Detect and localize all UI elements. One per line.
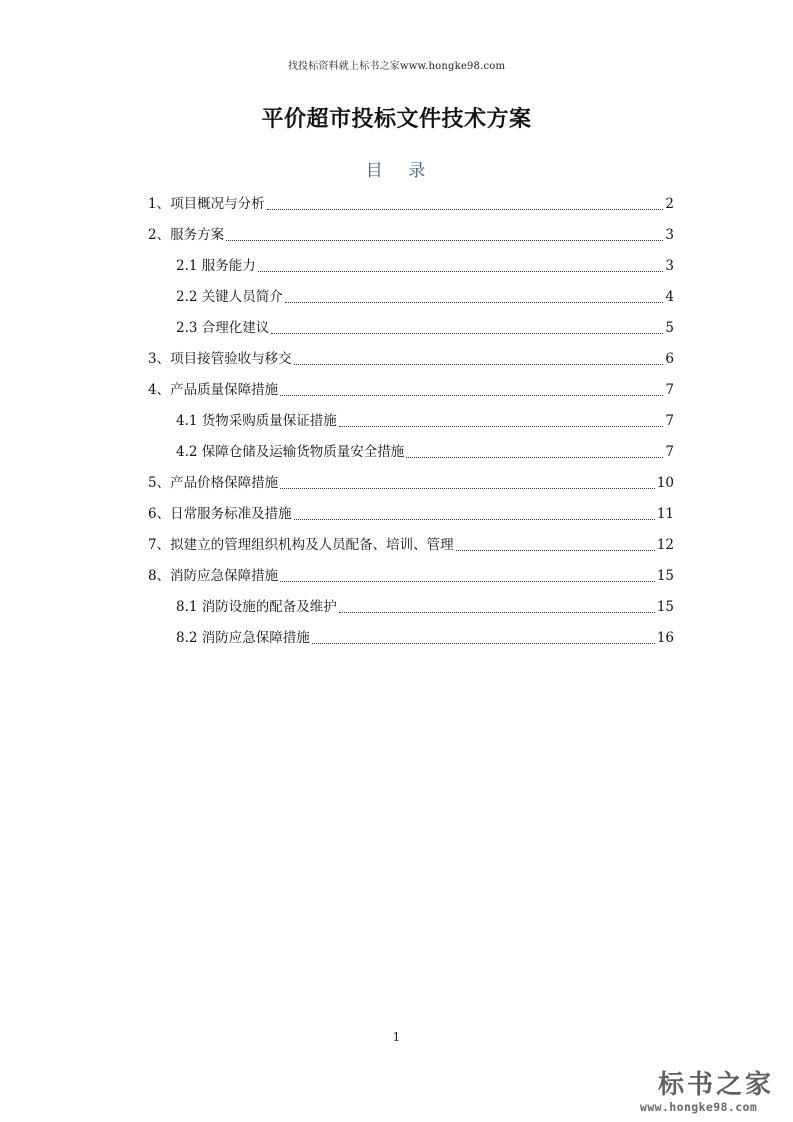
toc-entry-4[interactable] xyxy=(148,378,674,409)
toc-dot-leader xyxy=(280,394,663,396)
toc-entry-label: 4.1 货物采购质量保证措施 xyxy=(176,413,337,429)
toc-entry-label: 7、拟建立的管理组织机构及人员配备、培训、管理 xyxy=(148,537,454,553)
toc-entry-label: 2.1 服务能力 xyxy=(176,258,256,274)
brand-name: 标书之家 xyxy=(658,1070,775,1100)
toc-entry-page: 11 xyxy=(656,506,674,522)
toc-entry-8-2[interactable] xyxy=(148,626,674,657)
toc-dot-leader xyxy=(339,425,664,427)
toc-entry-page: 10 xyxy=(656,475,674,491)
toc-entry-4-1[interactable] xyxy=(148,409,674,440)
toc-entry-page: 15 xyxy=(656,599,674,615)
toc-dot-leader xyxy=(258,270,664,272)
toc-entry-page: 16 xyxy=(656,630,674,646)
toc-dot-leader xyxy=(271,332,663,334)
toc-entry-label: 6、日常服务标准及措施 xyxy=(148,506,292,522)
toc-dot-leader xyxy=(280,487,655,489)
toc-entry-page: 6 xyxy=(665,351,674,367)
toc-entry-page: 5 xyxy=(665,320,674,336)
toc-dot-leader xyxy=(339,611,655,613)
toc-entry-3[interactable] xyxy=(148,347,674,378)
toc-entry-label: 5、产品价格保障措施 xyxy=(148,475,279,491)
toc-entry-2-2[interactable] xyxy=(148,285,674,316)
toc-entry-2-3[interactable] xyxy=(148,316,674,347)
toc-entry-8[interactable] xyxy=(148,564,674,595)
toc-entry-label: 8.1 消防设施的配备及维护 xyxy=(176,599,337,615)
toc-entry-label: 1、项目概况与分析 xyxy=(148,196,265,212)
toc-entry-page: 15 xyxy=(656,568,674,584)
toc-entry-page: 7 xyxy=(665,382,674,398)
toc-entry-2[interactable] xyxy=(148,223,674,254)
toc-entry-1[interactable] xyxy=(148,192,674,223)
toc-entry-8-1[interactable] xyxy=(148,595,674,626)
toc-entry-7[interactable] xyxy=(148,533,674,564)
toc-entry-page: 3 xyxy=(665,258,674,274)
toc-entry-label: 2.2 关键人员简介 xyxy=(176,289,283,305)
header-note: 找投标资料就上标书之家www.hongke98.com xyxy=(287,61,506,72)
toc-entry-label: 2.3 合理化建议 xyxy=(176,320,270,336)
toc-heading: 目 录 xyxy=(365,161,436,181)
toc-dot-leader xyxy=(267,208,664,210)
toc-entry-5[interactable] xyxy=(148,471,674,502)
toc-dot-leader xyxy=(294,363,664,365)
toc-dot-leader xyxy=(285,301,664,303)
toc-entry-6[interactable] xyxy=(148,502,674,533)
toc-entry-page: 7 xyxy=(665,413,674,429)
toc-dot-leader xyxy=(226,239,663,241)
toc-dot-leader xyxy=(294,518,655,520)
toc-entry-2-1[interactable] xyxy=(148,254,674,285)
page-number: 1 xyxy=(392,1030,401,1044)
toc-entry-label: 4、产品质量保障措施 xyxy=(148,382,279,398)
toc-entry-label: 8.2 消防应急保障措施 xyxy=(176,630,310,646)
toc-entry-label: 2、服务方案 xyxy=(148,227,225,243)
toc-dot-leader xyxy=(312,642,655,644)
toc-dot-leader xyxy=(406,456,663,458)
toc-entry-page: 3 xyxy=(665,227,674,243)
toc-entry-label: 8、消防应急保障措施 xyxy=(148,568,279,584)
toc-entry-4-2[interactable] xyxy=(148,440,674,471)
toc-entry-label: 4.2 保障仓储及运输货物质量安全措施 xyxy=(176,444,405,460)
toc-dot-leader xyxy=(280,580,655,582)
toc-entry-page: 12 xyxy=(656,537,674,553)
toc-entry-page: 4 xyxy=(665,289,674,305)
toc-entry-page: 7 xyxy=(665,444,674,460)
toc-entry-label: 3、项目接管验收与移交 xyxy=(148,351,292,367)
toc-entry-page: 2 xyxy=(665,196,674,212)
brand-url: www.hongke98.com xyxy=(640,1100,758,1114)
document-title: 平价超市投标文件技术方案 xyxy=(261,106,532,132)
toc-dot-leader xyxy=(456,549,655,551)
brand-watermark xyxy=(636,1062,788,1118)
table-of-contents xyxy=(148,192,674,657)
